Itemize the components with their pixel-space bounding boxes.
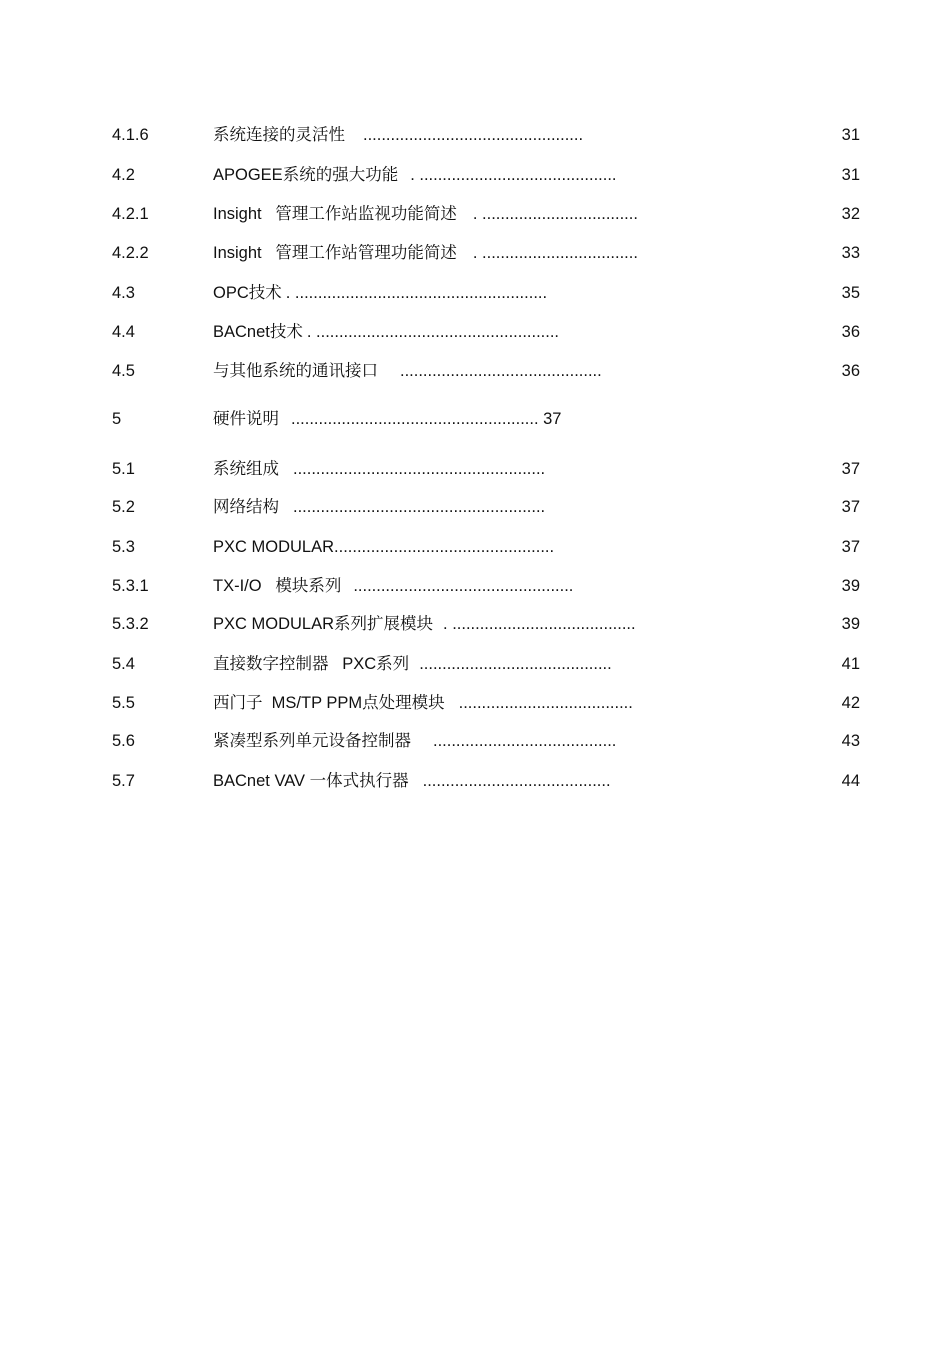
toc-entry-number: 5.3 [112,538,135,556]
toc-entry-title: BACnet技术 . ..................................................... [213,323,560,341]
toc-entry-4-5[interactable] [0,359,950,383]
toc-entry-5-4[interactable] [0,652,950,676]
toc-entry-title: Insight 管理工作站管理功能简述 . .................................. [213,244,638,262]
toc-entry-5-3-2[interactable] [0,612,950,636]
toc-entry-5-3[interactable] [0,535,950,559]
toc-entry-number: 5.1 [112,460,135,478]
toc-entry-number: 5.4 [112,655,135,673]
toc-entry-title: APOGEE系统的强大功能 . ........................................... [213,166,617,184]
toc-entry-5-5[interactable] [0,691,950,715]
toc-entry-leader: ...................................... [458,694,633,712]
toc-entry-leader: ................................................ [353,577,574,595]
toc-entry-leader: . ........................................... [410,166,617,184]
toc-entry-title: BACnet VAV 一体式执行器 ......................................... [213,772,611,790]
toc-entry-number: 5 [112,410,122,428]
toc-entry-leader: ...................................................... 37 [291,410,562,428]
toc-entry-number: 4.2 [112,166,135,184]
toc-entry-leader: ................................................ [334,538,555,556]
toc-entry-number: 4.5 [112,362,135,380]
toc-entry-title: PXC MODULAR................................................ [213,538,555,556]
toc-entry-4-2-1[interactable] [0,202,950,226]
toc-entry-title: Insight 管理工作站监视功能简述 . .................................. [213,205,638,223]
toc-entry-5[interactable] [0,407,950,431]
toc-entry-title: PXC MODULAR系列扩展模块 . ........................................ [213,615,636,633]
toc-entry-5-2[interactable] [0,495,950,519]
toc-entry-page: 43 [841,732,860,750]
toc-entry-4-2-2[interactable] [0,241,950,265]
toc-entry-leader: .......................................... [419,655,612,673]
toc-entry-page: 31 [841,126,860,144]
toc-entry-leader: . ....................................................... [285,284,548,302]
toc-entry-5-7[interactable] [0,769,950,793]
toc-entry-page: 42 [841,694,860,712]
toc-entry-number: 4.2.2 [112,244,149,262]
toc-entry-title: 系统连接的灵活性 ................................................ [213,126,584,144]
toc-entry-4-1-6[interactable] [0,123,950,147]
toc-entry-page: 39 [841,577,860,595]
toc-entry-leader: ........................................ [433,732,617,750]
toc-entry-page: 33 [841,244,860,262]
toc-entry-number: 4.2.1 [112,205,149,223]
toc-entry-number: 5.6 [112,732,135,750]
toc-entry-title: 与其他系统的通讯接口 ............................................ [213,362,602,380]
toc-entry-number: 4.1.6 [112,126,149,144]
toc-entry-page: 35 [841,284,860,302]
toc-entry-page: 36 [841,323,860,341]
toc-entry-number: 4.4 [112,323,135,341]
toc-entry-title: 硬件说明 ...................................................... 37 [213,410,562,428]
toc-entry-page: 41 [841,655,860,673]
toc-entry-4-3[interactable] [0,281,950,305]
toc-entry-4-2[interactable] [0,163,950,187]
toc-entry-leader: . .................................. [472,205,638,223]
toc-entry-page: 36 [841,362,860,380]
toc-entry-5-6[interactable] [0,729,950,753]
toc-entry-leader: ....................................................... [293,460,546,478]
toc-entry-leader: . ..................................................... [306,323,560,341]
toc-entry-title: 网络结构 ....................................................... [213,498,546,516]
toc-entry-title: 直接数字控制器 PXC系列 .......................................... [213,655,612,673]
toc-entry-page: 39 [841,615,860,633]
toc-entry-5-1[interactable] [0,457,950,481]
toc-entry-number: 5.3.1 [112,577,149,595]
toc-entry-title: TX-I/O 模块系列 ................................................ [213,577,574,595]
toc-entry-title: 西门子 MS/TP PPM点处理模块 ...................................... [213,694,633,712]
toc-entry-leader: ......................................... [422,772,611,790]
toc-entry-number: 4.3 [112,284,135,302]
toc-entry-page: 37 [841,498,860,516]
toc-entry-leader: ............................................ [400,362,602,380]
toc-entry-number: 5.3.2 [112,615,149,633]
toc-entry-leader: . ........................................ [443,615,636,633]
toc-entry-page: 44 [841,772,860,790]
toc-entry-page: 37 [841,538,860,556]
toc-entry-title: 紧凑型系列单元设备控制器 ........................................ [213,732,617,750]
toc-entry-number: 5.2 [112,498,135,516]
toc-entry-title: OPC技术 . ....................................................... [213,284,548,302]
toc-entry-number: 5.7 [112,772,135,790]
toc-entry-leader: . .................................. [472,244,638,262]
toc-entry-leader: ................................................ [363,126,584,144]
toc-entry-number: 5.5 [112,694,135,712]
toc-entry-page: 31 [841,166,860,184]
toc-entry-page: 32 [841,205,860,223]
toc-entry-leader: ....................................................... [293,498,546,516]
toc-entry-page: 37 [841,460,860,478]
toc-entry-title: 系统组成 ....................................................... [213,460,546,478]
toc-entry-5-3-1[interactable] [0,574,950,598]
toc-entry-4-4[interactable] [0,320,950,344]
